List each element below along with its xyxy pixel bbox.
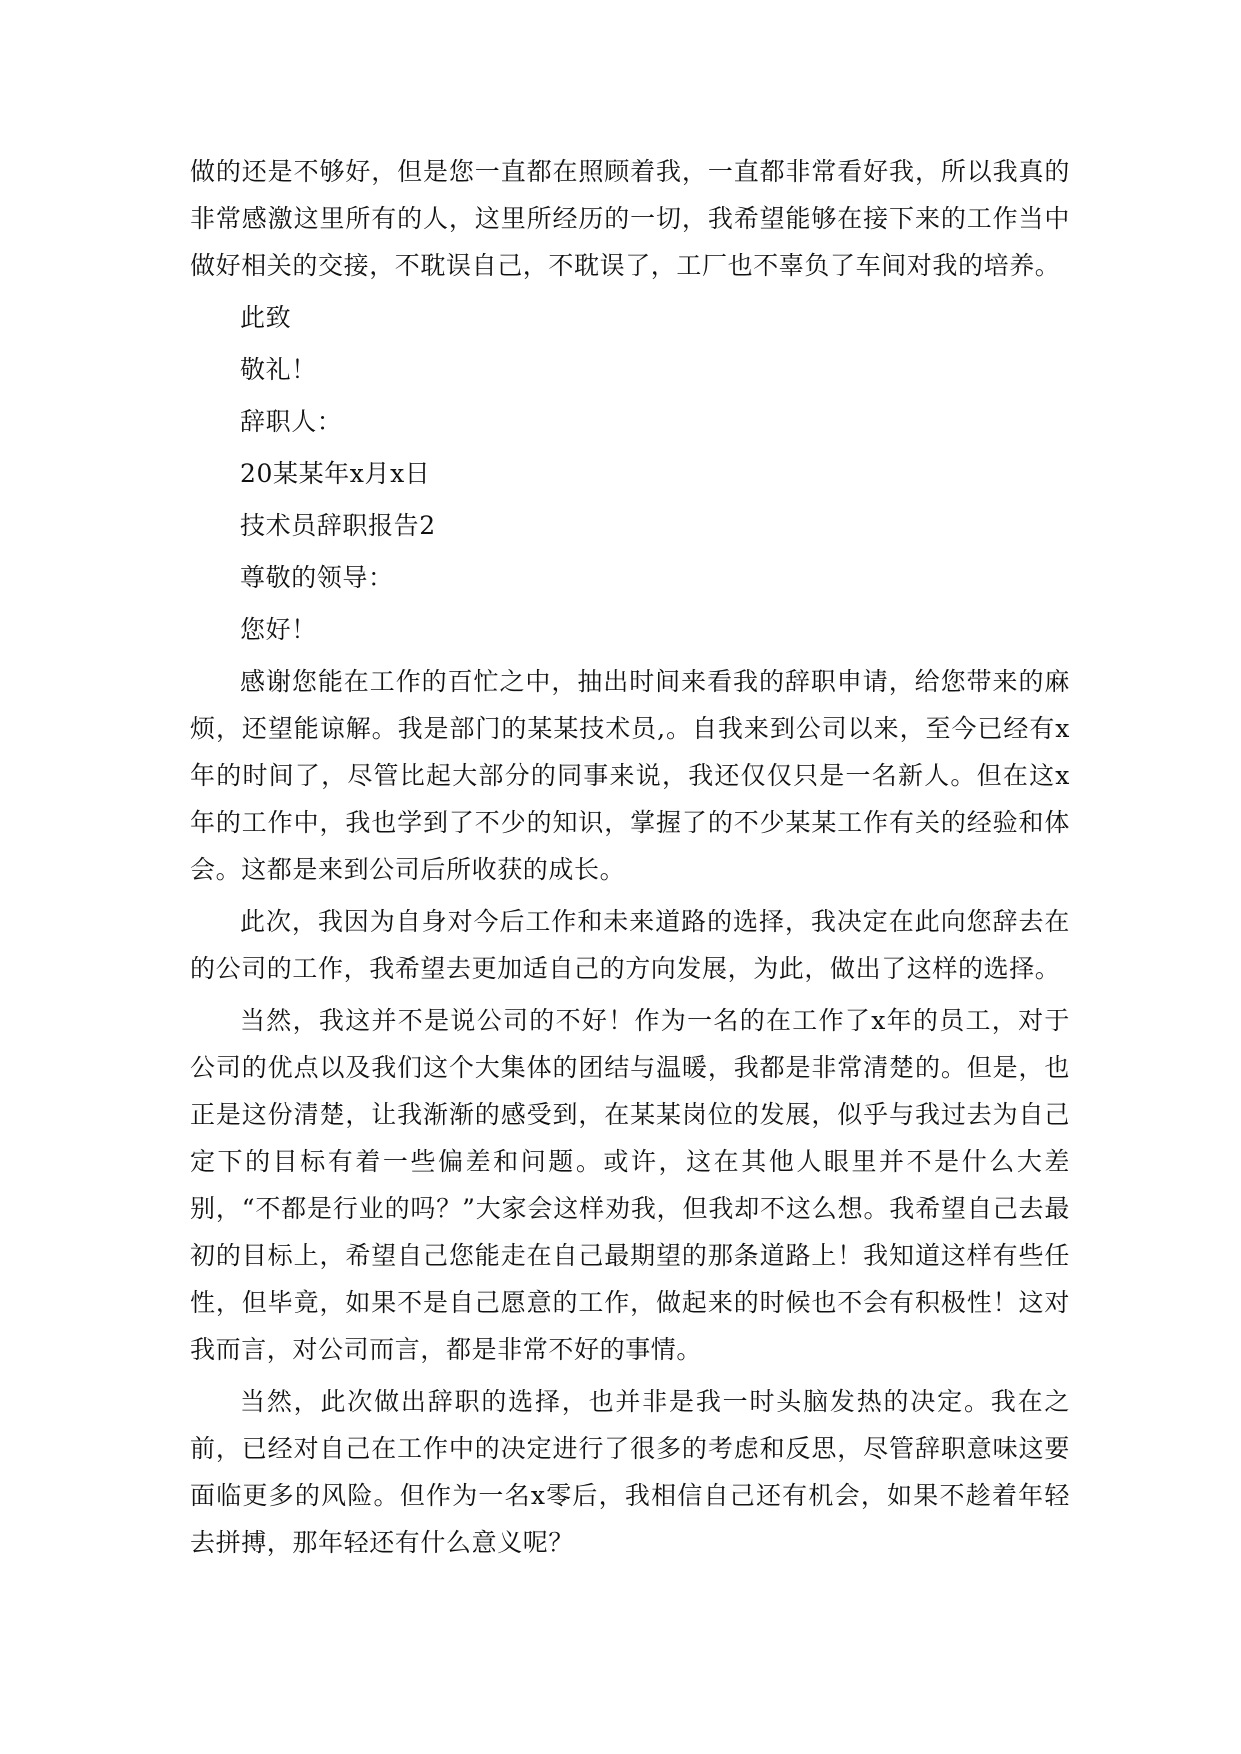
greeting-hello: 您好！ xyxy=(240,615,317,644)
body-paragraph-1: 感谢您能在工作的百忙之中，抽出时间来看我的辞职申请，给您带来的麻烦，还望能谅解。我是部门的某某技术员,。自我来到公司以来，至今已经有x年的时间了，尽管比起大部分的同事来说，我还仅仅只是一名新人。但在这x年的工作中，我也学到了不少的知识，掌握了的不少某某工作有关的经验和体会。这都是来到公司后所收获的成长。 xyxy=(190,667,1070,884)
section-heading: 技术员辞职报告2 xyxy=(240,511,436,540)
document-body xyxy=(190,148,1070,1566)
body-paragraph-3: 当然，我这并不是说公司的不好！作为一名的在工作了x年的员工，对于公司的优点以及我们这个大集体的团结与温暖，我都是非常清楚的。但是，也正是这份清楚，让我渐渐的感受到，在某某岗位的发展，似乎与我过去为自己定下的目标有着一些偏差和问题。或许，这在其他人眼里并不是什么大差别，“不都是行业的吗？”大家会这样劝我，但我却不这么想。我希望自己去最初的目标上，希望自己您能走在自己最期望的那条道路上！我知道这样有些任性，但毕竟，如果不是自己愿意的工作，做起来的时候也不会有积极性！这对我而言，对公司而言，都是非常不好的事情。 xyxy=(190,1006,1070,1364)
body-paragraph-4: 当然，此次做出辞职的选择，也并非是我一时头脑发热的决定。我在之前，已经对自己在工作中的决定进行了很多的考虑和反思，尽管辞职意味这要面临更多的风险。但作为一名x零后，我相信自己还有机会，如果不趁着年轻去拼搏，那年轻还有什么意义呢？ xyxy=(190,1387,1070,1557)
paragraph-continuation: 做的还是不够好，但是您一直都在照顾着我，一直都非常看好我，所以我真的非常感激这里所有的人，这里所经历的一切，我希望能够在接下来的工作当中做好相关的交接，不耽误自己，不耽误了，工厂也不辜负了车间对我的培养。 xyxy=(190,157,1070,280)
closing-salutation: 此致 xyxy=(240,303,292,332)
signature-date: 20某某年x月x日 xyxy=(240,459,431,488)
signature-label: 辞职人： xyxy=(240,407,343,436)
closing-regards: 敬礼！ xyxy=(240,355,317,384)
body-paragraph-2: 此次，我因为自身对今后工作和未来道路的选择，我决定在此向您辞去在的公司的工作，我希望去更加适自己的方向发展，为此，做出了这样的选择。 xyxy=(190,907,1070,983)
greeting-addressee: 尊敬的领导： xyxy=(240,563,394,592)
